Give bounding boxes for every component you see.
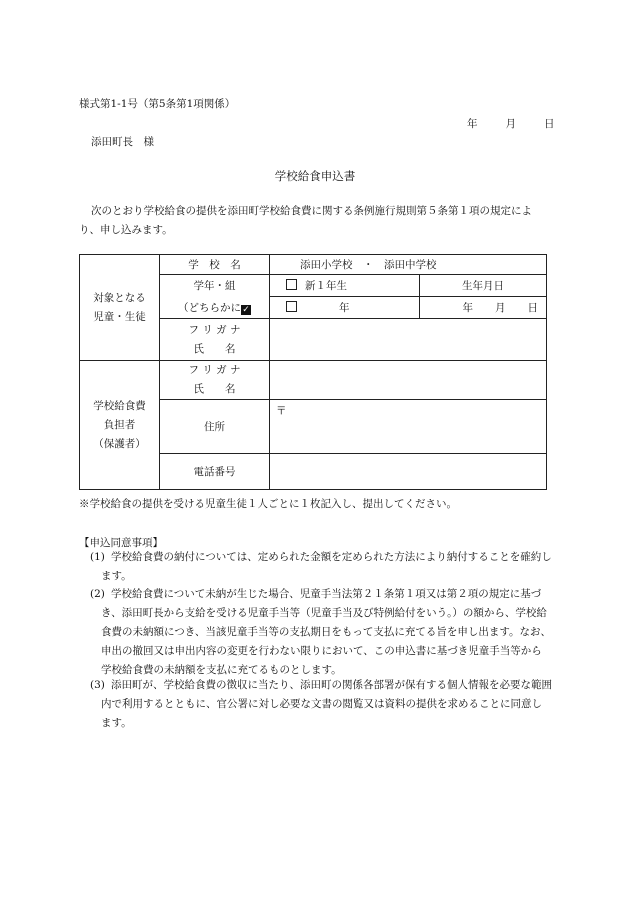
phone-field[interactable] [270,454,547,490]
consent-item-number: (1) [90,551,105,563]
consent-item-1 [90,548,552,586]
addressee: 添田町長 様 [91,136,154,148]
address-label: 住所 [160,400,270,454]
guardian-name-label [160,361,270,400]
guardian-label [80,361,160,490]
document-title: 学校給食申込書 [274,169,356,183]
consent-heading: 【申込同意事項】 [79,537,163,549]
intro-text: 次のとおり学校給食の提供を添田町学校給食費に関する条例施行規則第５条第１項の規定により、申し込みます。 [79,205,532,236]
birth-month-label: 月 [495,302,506,314]
date-day: 日 [544,118,555,130]
date-month: 月 [505,118,516,130]
birthdate-field[interactable] [420,297,547,319]
student-name-label [160,319,270,361]
consent-item-text: 学校給食費について未納が生じた場合、児童手当法第２１条第１項又は第２項の規定に基づき、添田町長から支給を受ける児童手当等（児童手当及び特例給付をいう。）の額から、学校給食費の未納額につき、当該児童手当等の支払期日をもって支払に充てる旨を申し出ます。なお、申出の撤回又は申出内容の変更を行わない限りにおいて、この申込書に基づき児童手当等から学校給食費の未納額を支払に充てるものとします。 [101,588,552,676]
application-form-table [79,254,547,490]
guardian-name-label-text: 氏 名 [193,383,236,395]
student-name-field[interactable] [270,319,547,361]
guardian-furigana-label: フ リ ガ ナ [188,364,241,376]
guardian-name-field[interactable] [270,361,547,400]
guardian-label-line3: （保護者） [93,437,146,450]
grade-checkbox[interactable] [286,301,297,312]
student-group-label-line1: 対象となる [93,291,146,304]
grade-year-option[interactable] [270,297,420,319]
student-name-label-text: 氏 名 [193,342,236,355]
submission-note: ※学校給食の提供を受ける児童生徒１人ごとに１枚記入し、提出してください。 [79,498,457,510]
birth-day-label: 日 [527,302,538,314]
student-group-label [80,255,160,361]
guardian-label-line2: 負担者 [103,418,136,431]
grade-note [160,297,270,319]
consent-item-number: (3) [90,679,105,691]
grade-year-label: 年 [339,302,350,314]
consent-item-3 [90,676,552,733]
form-code: 様式第1-1号（第5条第1項関係） [79,98,236,110]
birth-year-label: 年 [462,302,473,314]
school-label: 学 校 名 [160,255,270,275]
grade-label: 学年・組 [160,275,270,297]
grade-note-text: （どちらかに [178,301,241,314]
new-student-checkbox[interactable] [286,279,297,290]
birthdate-label: 生年月日 [420,275,547,297]
check-mark-icon: ✓ [242,304,250,315]
consent-item-2 [90,585,552,680]
guardian-label-line1: 学校給食費 [93,399,146,412]
student-furigana-label: フ リ ガ ナ [188,323,241,336]
date-line [467,116,555,131]
postal-mark: 〒 [276,405,287,417]
consent-item-text: 添田町が、学校給食費の徴収に当たり、添田町の関係各部署が保有する個人情報を必要な範囲内で利用するとともに、官公署に対し必要な文書の閲覧又は資料の提供を求めることに同意します。 [101,679,552,729]
school-value[interactable]: 添田小学校 ・ 添田中学校 [270,255,547,275]
date-year: 年 [467,118,478,130]
address-field[interactable] [270,400,547,454]
phone-label: 電話番号 [160,454,270,490]
consent-item-text: 学校給食費の納付については、定められた金額を定められた方法により納付することを確約します。 [101,551,552,582]
consent-item-number: (2) [90,588,105,600]
new-student-label: 新１年生 [305,280,347,292]
new-student-option[interactable] [270,275,420,297]
student-group-label-line2: 児童・生徒 [93,310,146,323]
